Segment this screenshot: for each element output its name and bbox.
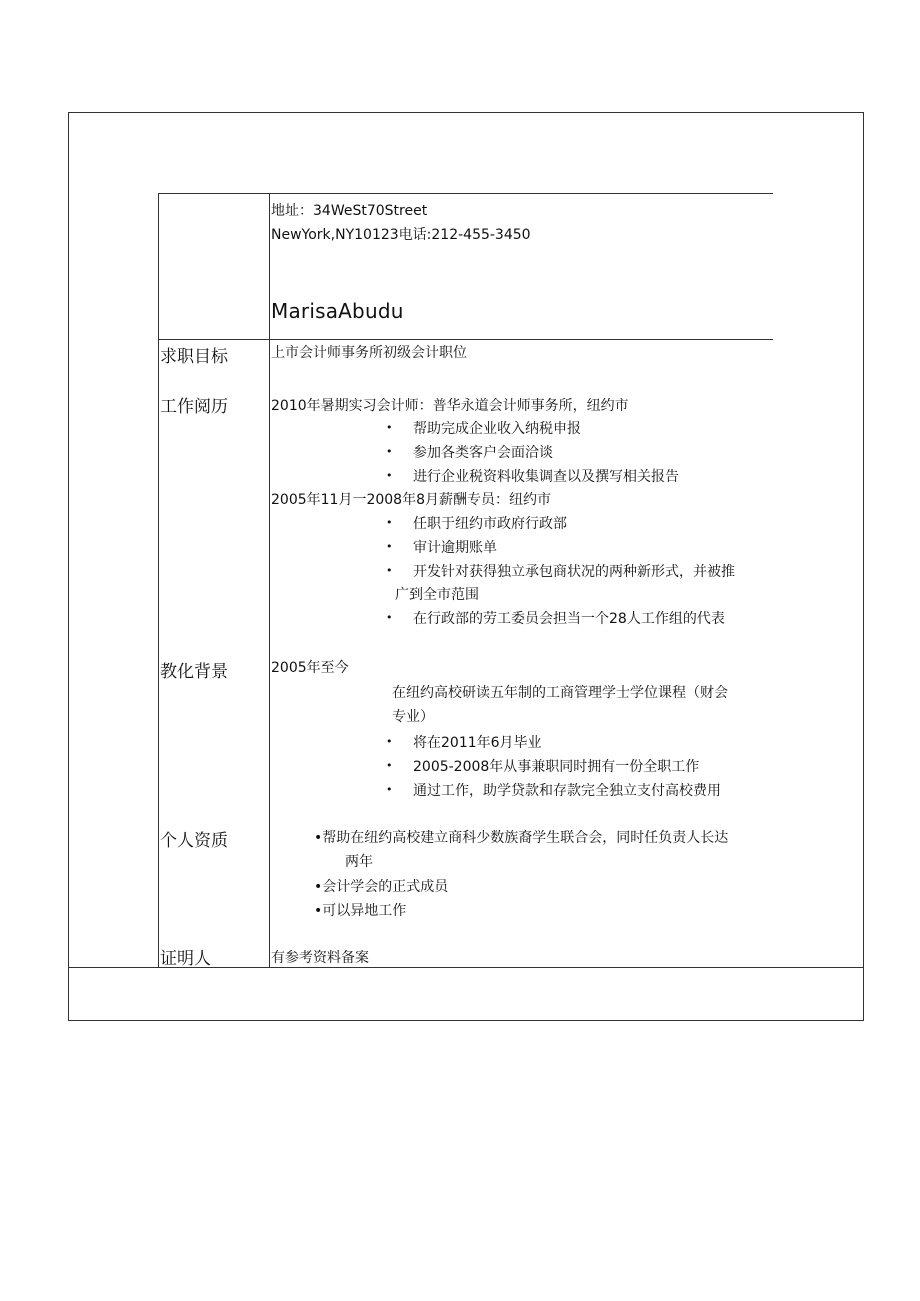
- education-period: 2005年至今: [271, 660, 349, 676]
- references-text: 有参考资料备案: [271, 950, 369, 966]
- qualities-label: 个人资质: [160, 831, 228, 851]
- bullet-icon: •: [386, 421, 393, 434]
- experience-label: 工作阅历: [160, 397, 228, 417]
- education-desc-line-2: 专业）: [392, 709, 434, 725]
- table-left-rule: [158, 193, 159, 967]
- objective-text: 上市会计师事务所初级会计职位: [271, 345, 467, 361]
- job2-bullet-text: 审计逾期账单: [413, 540, 497, 556]
- bullet-icon: •: [386, 759, 393, 772]
- education-bullet-text: 将在2011年6月毕业: [413, 735, 542, 751]
- objective-label: 求职目标: [160, 347, 228, 367]
- education-label: 教化背景: [160, 662, 228, 682]
- references-label: 证明人: [160, 949, 211, 969]
- job2-bullet-text: 任职于纽约市政府行政部: [413, 516, 567, 532]
- job1-bullet-text: 进行企业税资料收集调查以及撰写相关报告: [413, 469, 679, 485]
- job2-bullet-continuation: 广到全市范围: [395, 587, 479, 603]
- bullet-icon: •: [386, 469, 393, 482]
- bullet-icon: •: [386, 540, 393, 553]
- table-top-rule: [158, 193, 773, 194]
- header-bottom-rule: [158, 339, 773, 340]
- education-bullet-text: 2005-2008年从事兼职同时拥有一份全职工作: [413, 759, 700, 775]
- bullet-icon: •: [386, 445, 393, 458]
- quality-item: •帮助在纽约高校建立商科少数族裔学生联合会，同时任负责人长达: [314, 830, 729, 846]
- bullet-icon: •: [386, 735, 393, 748]
- bullet-icon: •: [386, 516, 393, 529]
- address-line-2: NewYork,NY10123电话:212-455-3450: [271, 227, 531, 243]
- job1-title: 2010年暑期实习会计师：普华永道会计师事务所，纽约市: [271, 398, 629, 414]
- job2-title: 2005年11月一2008年8月薪酬专员：纽约市: [271, 492, 551, 508]
- job1-bullet-text: 参加各类客户会面洽谈: [413, 445, 553, 461]
- job2-bullet-text: 开发针对获得独立承包商状况的两种新形式，并被推: [413, 564, 735, 580]
- bullet-icon: •: [386, 783, 393, 796]
- bullet-icon: •: [386, 564, 393, 577]
- quality-item: •可以异地工作: [314, 903, 407, 919]
- education-desc-line-1: 在纽约高校研读五年制的工商管理学士学位课程（财会: [392, 685, 728, 701]
- table-divider-rule: [269, 193, 270, 967]
- bullet-icon: •: [386, 611, 393, 624]
- candidate-name: MarisaAbudu: [271, 299, 404, 323]
- quality-item: •会计学会的正式成员: [314, 879, 449, 895]
- job1-bullet-text: 帮助完成企业收入纳税申报: [413, 421, 581, 437]
- job2-bullet-text: 在行政部的劳工委员会担当一个28人工作组的代表: [413, 611, 725, 627]
- quality-item-continuation: 两年: [345, 854, 373, 870]
- address-line-1: 地址：34WeSt70Street: [271, 203, 428, 219]
- education-bullet-text: 通过工作，助学贷款和存款完全独立支付高校费用: [413, 783, 721, 799]
